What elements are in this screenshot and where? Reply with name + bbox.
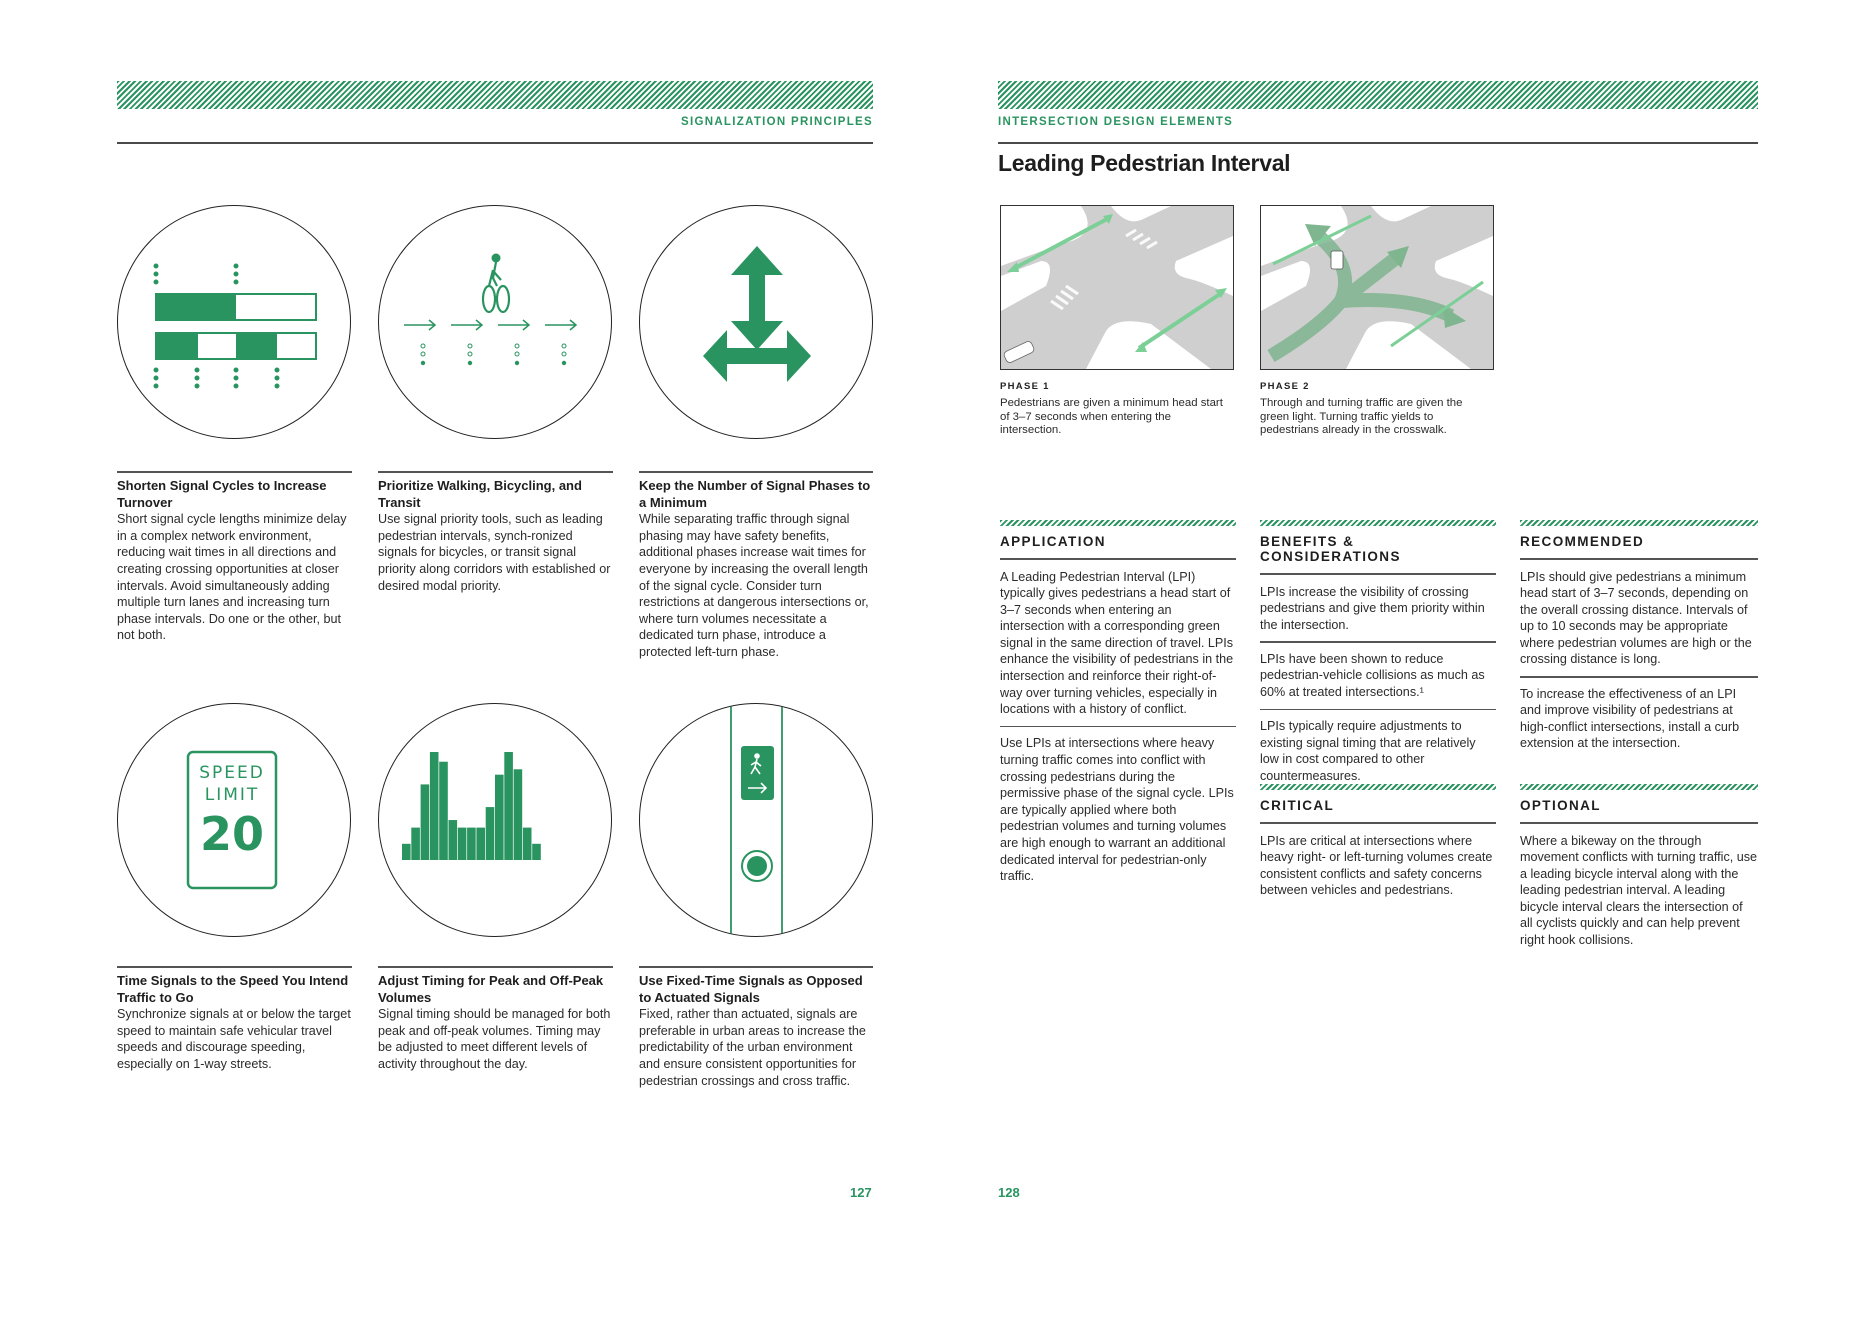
histogram-bar: [514, 769, 523, 860]
left-section-label: SIGNALIZATION PRINCIPLES: [681, 116, 873, 128]
section-hatch: [1520, 520, 1758, 526]
principle-title: Prioritize Walking, Bicycling, and Transit: [378, 478, 582, 510]
principle-4: [117, 973, 352, 1073]
right-section-label: INTERSECTION DESIGN ELEMENTS: [998, 116, 1234, 128]
section-paragraph: LPIs typically require adjustments to existing signal timing that are relatively low in cost compared to other countermeasures.: [1260, 719, 1476, 783]
section-hatch: [1260, 784, 1496, 790]
section-paragraph: Use LPIs at intersections where heavy turning traffic comes into conflict with crossing pedestrians during the permissive phase of the signal cycle. LPIs are typically applied where both pedestrian volumes and turning volumes are high enough to warrant an additional dedicated interval for pedestrian-only traffic.: [1000, 736, 1234, 884]
caption-rule-6: [639, 966, 873, 968]
histogram-bar: [449, 820, 458, 860]
histogram-bar: [523, 828, 532, 860]
page-title: Leading Pedestrian Interval: [998, 150, 1291, 176]
caption-rule-3: [639, 471, 873, 473]
section-rule: [1520, 822, 1758, 824]
phase-2-caption: [1260, 381, 1494, 438]
histogram-bar: [532, 844, 541, 860]
two-phase-arrows-icon: [639, 205, 873, 439]
histogram-bar: [486, 807, 495, 860]
section-paragraph: A Leading Pedestrian Interval (LPI) typically gives pedestrians a head start of 3–7 seconds when entering an intersection with a corresponding green signal in the same direction of travel. LPIs enhance the visibility of pedestrians in the intersection and reinforce their right-of-way over turning vehicles, especially in locations with a history of conflict.: [1000, 569, 1234, 717]
right-page-number: 128: [998, 1185, 1020, 1200]
principle-6: [639, 973, 873, 1089]
phase-1-caption: [1000, 381, 1234, 438]
section-rule: [1520, 676, 1758, 678]
phase-text: Through and turning traffic are given the green light. Turning traffic yields to pedestrians already in the crosswalk.: [1260, 397, 1463, 437]
critical-section: [1260, 784, 1496, 899]
benefits-section: [1260, 520, 1496, 784]
histogram-bar: [495, 775, 504, 860]
principle-5: [378, 973, 613, 1073]
section-hatch: [1000, 520, 1236, 526]
section-hatch: [1260, 520, 1496, 526]
right-header-rule: [998, 142, 1758, 144]
principle-body: Synchronize signals at or below the target speed to maintain safe vehicular travel speeds and discourage speeding, especially on 1-way streets.: [117, 1007, 351, 1071]
histogram-bar: [458, 828, 467, 860]
principle-title: Shorten Signal Cycles to Increase Turnover: [117, 478, 327, 510]
speed-sign-line2: LIMIT: [204, 785, 260, 805]
section-paragraph: To increase the effectiveness of an LPI and improve visibility of pedestrians at high-conflict intersections, install a curb extension at the intersection.: [1520, 686, 1740, 751]
principle-body: Short signal cycle lengths minimize delay in a complex network environment, reducing wait times in all directions and creating crossing opportunities at closer intervals. Avoid simultaneously adding multiple turn lanes and increasing turn phase intervals. Do one or the other, but not both.: [117, 512, 347, 643]
section-rule: [1260, 573, 1496, 575]
histogram-bar: [411, 828, 420, 860]
application-section: [1000, 520, 1236, 885]
caption-rule-5: [378, 966, 613, 968]
speed-limit-sign-icon: [117, 703, 351, 937]
section-heading: CRITICAL: [1260, 798, 1335, 813]
left-header-rule: [117, 142, 873, 144]
section-heading: OPTIONAL: [1520, 798, 1601, 813]
section-paragraph: LPIs are critical at intersections where heavy right- or left-turning volumes create consistent conflicts and safety concerns between vehicles and pedestrians.: [1260, 833, 1493, 898]
phase-1-intersection-diagram: [1000, 205, 1234, 370]
histogram-bar: [421, 784, 430, 860]
section-paragraph: Where a bikeway on the through movement conflicts with turning traffic, use a leading bicycle interval along with the leading pedestrian interval. A leading bicycle interval clears the intersection of all cyclists quickly and can help prevent right hook collisions.: [1520, 833, 1758, 948]
section-rule: [1260, 641, 1496, 643]
principle-title: Time Signals to the Speed You Intend Traffic to Go: [117, 973, 349, 1005]
peak-volume-histogram-icon: [378, 703, 612, 937]
section-heading: RECOMMENDED: [1520, 534, 1645, 549]
recommended-section: [1520, 520, 1758, 752]
section-paragraph: LPIs should give pedestrians a minimum head start of 3–7 seconds, depending on the overall crossing distance. Intervals of up to 10 seconds may be appropriate where pedestrian volumes are high or the crossing distance is long.: [1520, 569, 1752, 667]
section-hatch: [1520, 784, 1758, 790]
caption-rule-2: [378, 471, 613, 473]
section-rule: [1000, 558, 1236, 560]
histogram-bar: [430, 752, 439, 860]
cyclist-priority-icon: [378, 205, 612, 439]
section-rule: [1260, 709, 1496, 711]
section-rule: [1000, 726, 1236, 728]
pedestrian-push-button-icon: [639, 703, 873, 937]
speed-sign-line1: SPEED: [199, 763, 265, 783]
section-heading: BENEFITS & CONSIDERATIONS: [1260, 534, 1401, 564]
speed-sign-value: 20: [199, 807, 264, 861]
principle-1: [117, 478, 352, 644]
section-rule: [1520, 558, 1758, 560]
histogram-bar: [467, 828, 476, 860]
phase-label: PHASE 1: [1000, 381, 1050, 392]
principle-3: [639, 478, 873, 661]
histogram-bar: [402, 844, 411, 860]
section-heading: APPLICATION: [1000, 534, 1106, 549]
principle-body: While separating traffic through signal phasing may have safety benefits, additional phases increase wait times for everyone by increasing the overall length of the signal cycle. Consider turn restrictions at dangerous intersections or, where turn volumes necessitate a dedicated turn phase, introduce a protected left-turn phase.: [639, 512, 869, 659]
optional-section: [1520, 784, 1758, 949]
principle-title: Use Fixed-Time Signals as Opposed to Actuated Signals: [639, 973, 863, 1005]
phase-2-intersection-diagram: [1260, 205, 1494, 370]
principle-body: Signal timing should be managed for both peak and off-peak volumes. Timing may be adjusted to meet different levels of activity throughout the day.: [378, 1007, 611, 1071]
section-paragraph: LPIs have been shown to reduce pedestrian-vehicle collisions as much as 60% at treated intersections.¹: [1260, 651, 1485, 699]
principle-title: Adjust Timing for Peak and Off-Peak Volumes: [378, 973, 604, 1005]
caption-rule-4: [117, 966, 352, 968]
histogram-bar: [504, 752, 513, 860]
phase-text: Pedestrians are given a minimum head start of 3–7 seconds when entering the intersection.: [1000, 397, 1223, 437]
principle-title: Keep the Number of Signal Phases to a Minimum: [639, 478, 871, 510]
principle-2: [378, 478, 613, 594]
section-paragraph: LPIs increase the visibility of crossing pedestrians and give them priority within the intersection.: [1260, 584, 1485, 632]
histogram-bar: [439, 762, 448, 860]
right-header-band: [998, 81, 1758, 109]
left-header-band: [117, 81, 873, 109]
principle-body: Use signal priority tools, such as leading pedestrian intervals, synch-ronized signals for bicycles, or transit signal priority along corridors with established or desired modal priority.: [378, 512, 611, 593]
signal-cycle-bars-icon: [117, 205, 351, 439]
principle-body: Fixed, rather than actuated, signals are preferable in urban areas to increase the predictability of the urban environment and ensure consistent opportunities for pedestrian crossings and cross traffic.: [639, 1007, 866, 1088]
caption-rule-1: [117, 471, 352, 473]
section-rule: [1260, 822, 1496, 824]
histogram-bar: [476, 828, 485, 860]
phase-label: PHASE 2: [1260, 381, 1310, 392]
left-page-number: 127: [850, 1185, 872, 1200]
